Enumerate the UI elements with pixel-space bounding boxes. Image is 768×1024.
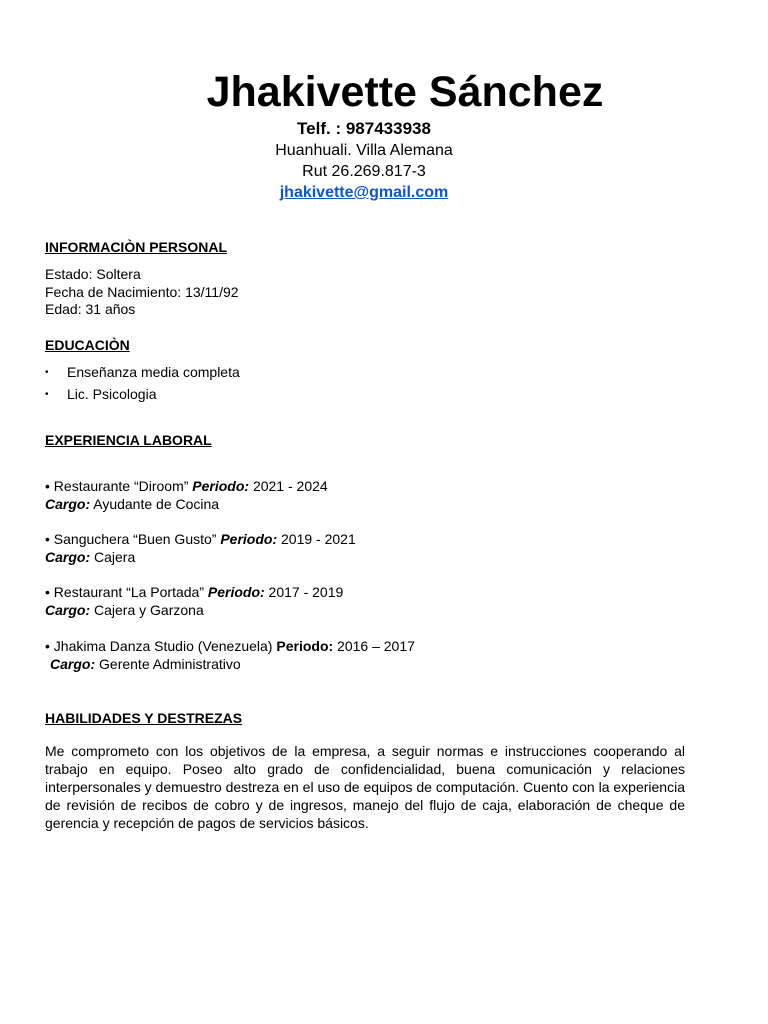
job-period: 2016 – 2017 xyxy=(333,638,415,654)
email-link[interactable]: jhakivette@gmail.com xyxy=(279,184,449,201)
job-period: 2021 - 2024 xyxy=(249,478,328,494)
candidate-name: Jhakivette Sánchez xyxy=(206,68,604,116)
marital-status: Estado: Soltera xyxy=(45,266,141,282)
cargo-label: Cargo: xyxy=(45,549,91,565)
cargo-label: Cargo: xyxy=(45,602,91,618)
cargo-line xyxy=(45,601,204,619)
job-cargo: Gerente Administrativo xyxy=(95,656,241,672)
cargo-label: Cargo: xyxy=(50,656,96,672)
skills-heading: HABILIDADES Y DESTREZAS xyxy=(45,710,243,726)
phone-number: Telf. : 987433938 xyxy=(297,119,431,138)
list-item xyxy=(45,385,157,404)
cargo-line xyxy=(50,655,241,673)
bullet-icon: • xyxy=(45,389,49,401)
job-place: • Restaurant “La Portada” xyxy=(45,584,208,600)
job-line xyxy=(45,477,328,495)
education-item: Enseñanza media completa xyxy=(67,364,240,380)
period-label: Periodo: xyxy=(207,584,265,600)
job-period: 2019 - 2021 xyxy=(277,531,356,547)
cargo-label: Cargo: xyxy=(45,496,91,512)
job-line xyxy=(45,637,415,655)
job-period: 2017 - 2019 xyxy=(264,584,344,600)
cargo-line xyxy=(45,495,219,513)
job-cargo: Ayudante de Cocina xyxy=(90,496,220,512)
age: Edad: 31 años xyxy=(45,301,136,317)
birth-date: Fecha de Nacimiento: 13/11/92 xyxy=(45,284,239,300)
period-label: Periodo: xyxy=(220,531,278,547)
job-place: • Restaurante “Diroom” xyxy=(45,478,193,494)
address: Huanhuali. Villa Alemana xyxy=(275,142,453,159)
job-line xyxy=(45,530,356,548)
job-line xyxy=(45,583,343,601)
job-cargo: Cajera y Garzona xyxy=(90,602,204,618)
education-heading: EDUCACIÒN xyxy=(45,337,130,353)
bullet-icon: • xyxy=(45,367,49,379)
list-item xyxy=(45,363,240,382)
cargo-line xyxy=(45,548,135,566)
period-label: Periodo: xyxy=(192,478,250,494)
education-item: Lic. Psicologia xyxy=(67,386,157,402)
rut-number: Rut 26.269.817-3 xyxy=(302,163,426,180)
personal-info-heading: INFORMACIÒN PERSONAL xyxy=(45,239,227,255)
job-place: • Sanguchera “Buen Gusto” xyxy=(45,531,221,547)
skills-paragraph: Me comprometo con los objetivos de la empresa, a seguir normas e instrucciones cooperando al trabajo en equipo. Poseo alto grado de confidencialidad, buena comunicación y relaciones interpersonales y demuestro destreza en el uso de equipos de computación. Cuento con la experiencia de revisión de recibos de cobro y de ingresos, manejo del flujo de caja, elaboración de cheque de gerencia y recepción de pagos de servicios básicos. xyxy=(45,743,685,831)
experience-heading: EXPERIENCIA LABORAL xyxy=(45,432,212,448)
job-cargo: Cajera xyxy=(90,549,136,565)
job-place: • Jhakima Danza Studio (Venezuela) xyxy=(45,638,277,654)
period-label: Periodo: xyxy=(276,638,334,654)
